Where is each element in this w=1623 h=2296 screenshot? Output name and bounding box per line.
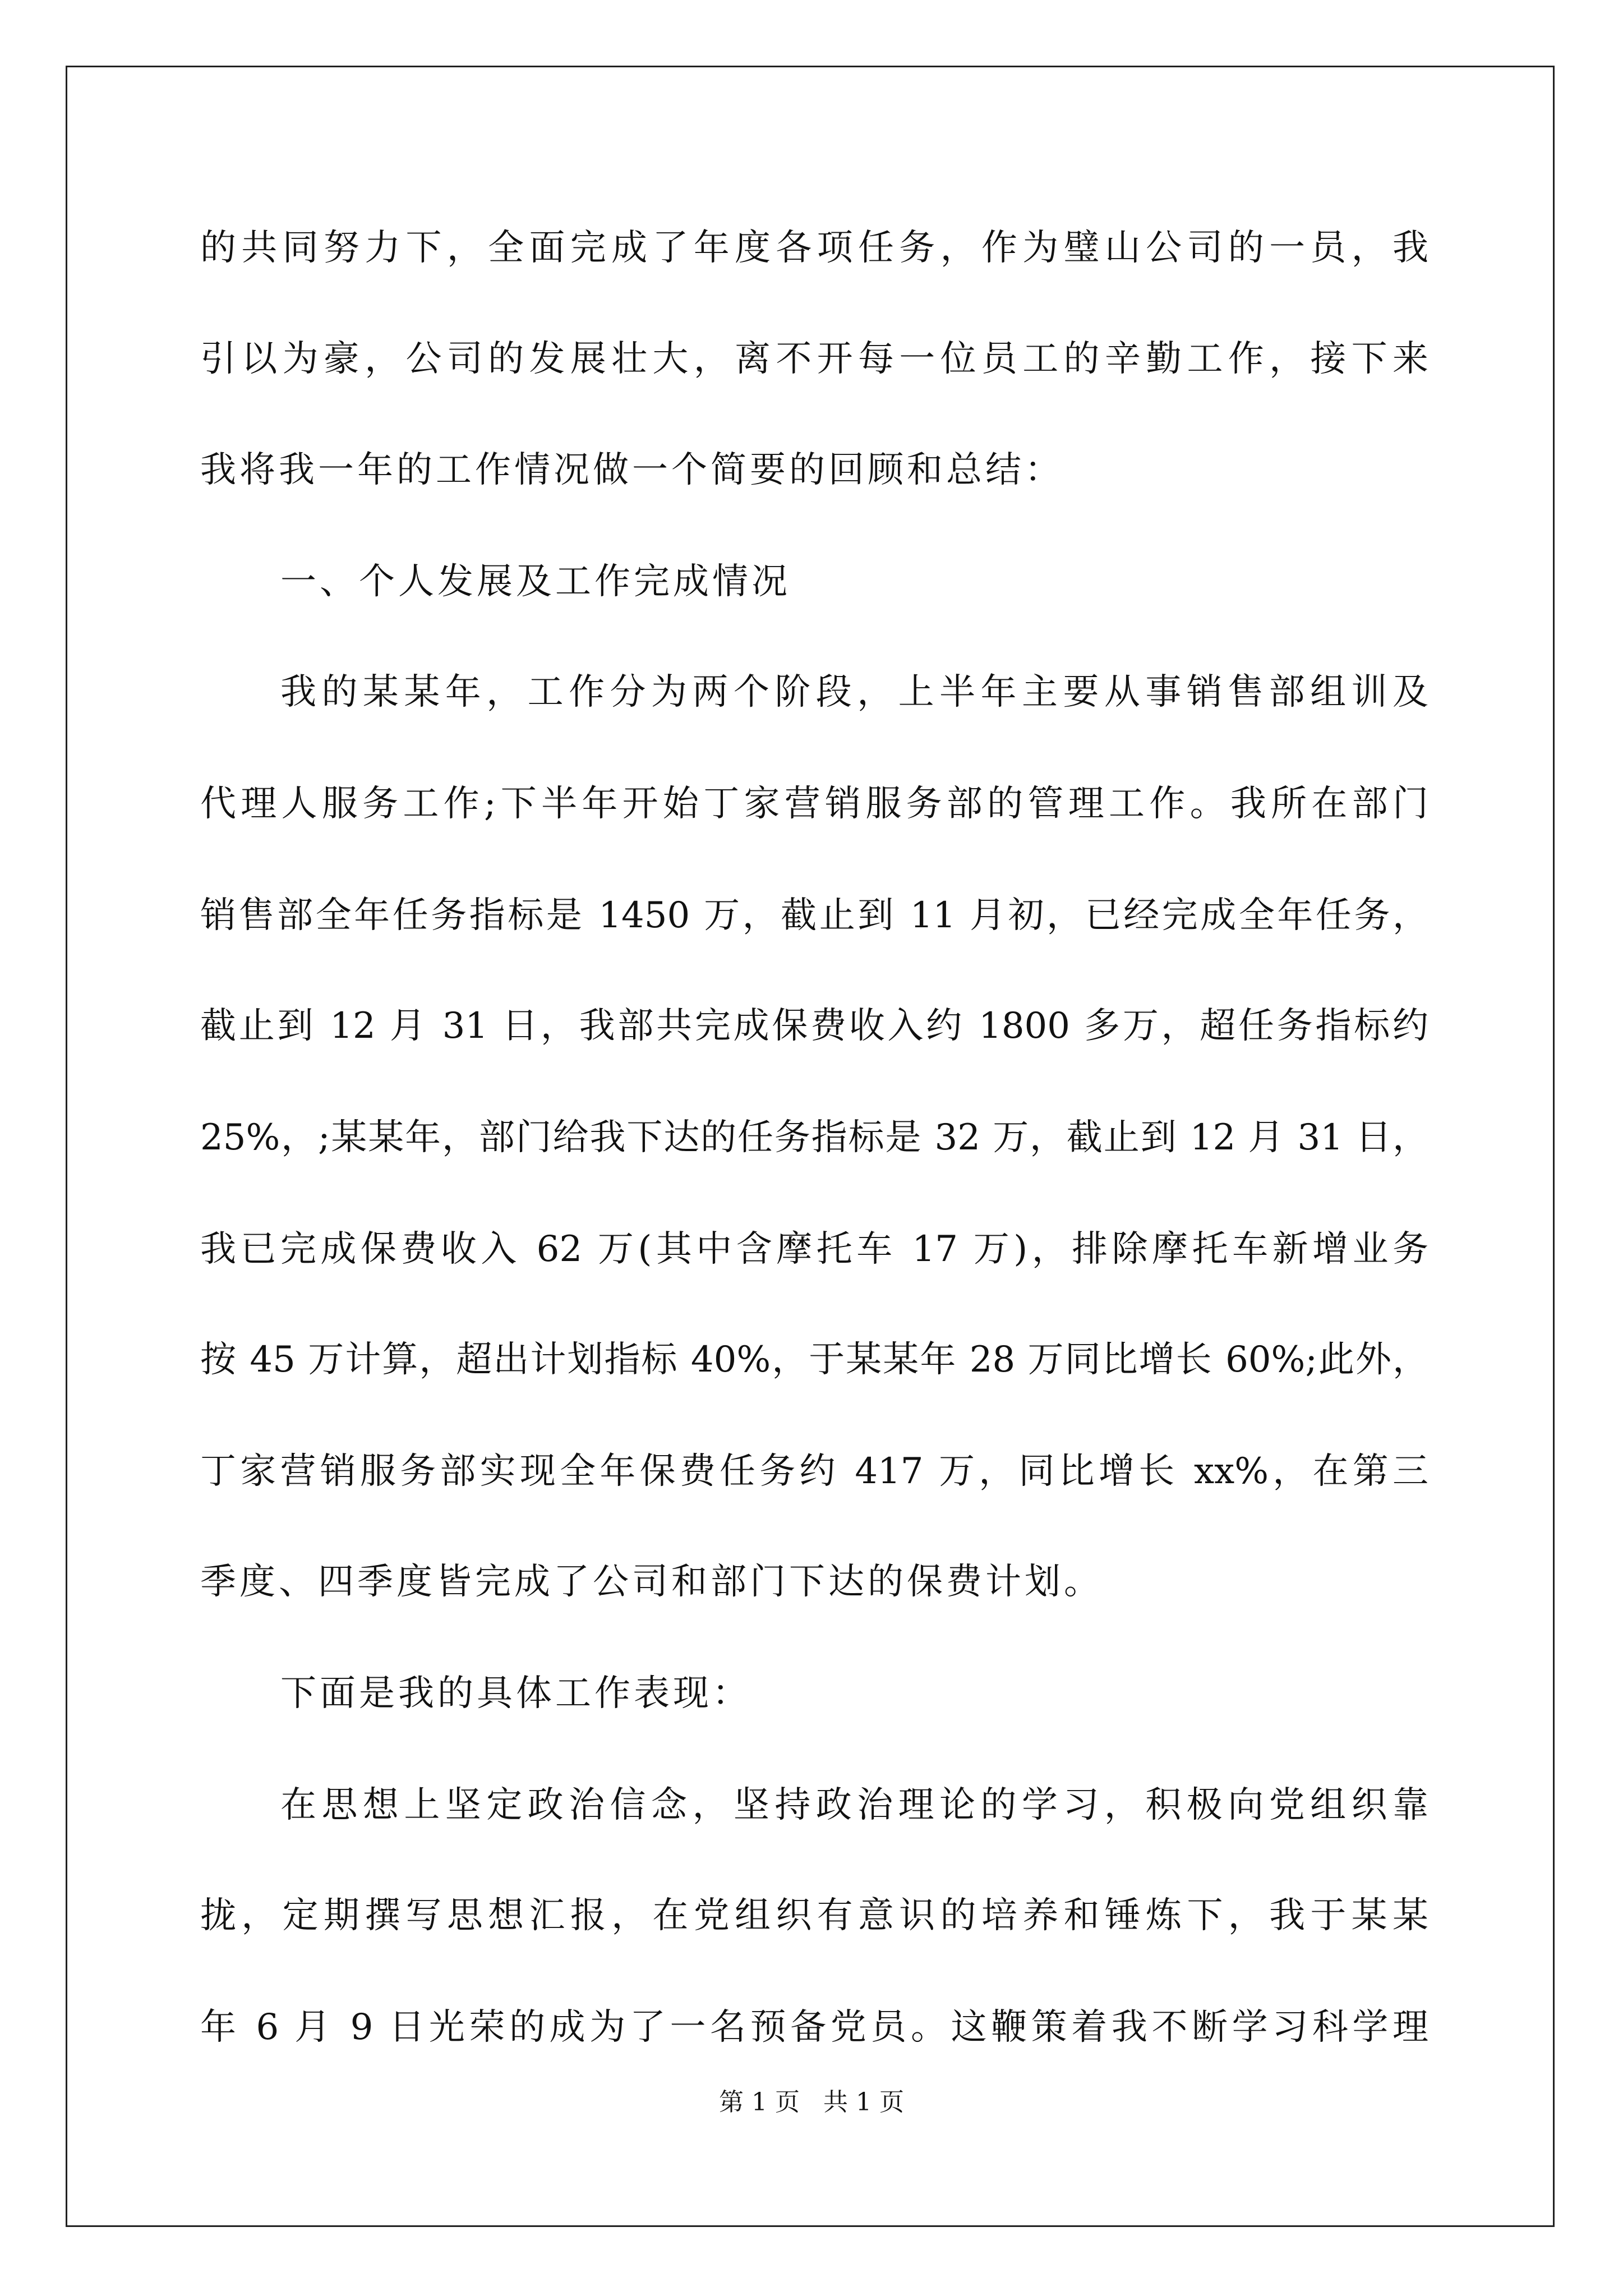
paragraph-line: 25%，;某某年，部门给我下达的任务指标是 32 万，截止到 12 月 31 日， [200,1117,1428,1158]
section-heading: 一、个人发展及工作完成情况 [280,561,791,602]
paragraph-line: 在思想上坚定政治信念，坚持政治理论的学习，积极向党组织靠 [280,1784,1428,1826]
paragraph-line: 按 45 万计算，超出计划指标 40%，于某某年 28 万同比增长 60%;此外， [200,1339,1428,1381]
paragraph-line: 我将我一年的工作情况做一个简要的回顾和总结： [200,449,1064,491]
paragraph-line: 代理人服务工作;下半年开始丁家营销服务部的管理工作。我所在部门 [200,783,1428,825]
paragraph-line: 年 6 月 9 日光荣的成为了一名预备党员。这鞭策着我不断学习科学理 [200,2007,1428,2048]
paragraph-line: 的共同努力下，全面完成了年度各项任务，作为璧山公司的一员，我 [200,227,1428,269]
paragraph-line: 丁家营销服务部实现全年保费任务约 417 万，同比增长 xx%，在第三 [200,1451,1428,1492]
paragraph-line: 销售部全年任务指标是 1450 万，截止到 11 月初，已经完成全年任务， [200,895,1428,936]
paragraph-line: 引以为豪，公司的发展壮大，离不开每一位员工的辛勤工作，接下来 [200,338,1428,380]
paragraph-line: 我已完成保费收入 62 万(其中含摩托车 17 万)，排除摩托车新增业务 [200,1228,1428,1270]
paragraph-line: 季度、四季度皆完成了公司和部门下达的保费计划。 [200,1561,1103,1603]
paragraph-line: 截止到 12 月 31 日，我部共完成保费收入约 1800 多万，超任务指标约 [200,1005,1428,1047]
paragraph-line: 拢，定期撰写思想汇报，在党组织有意识的培养和锤炼下，我于某某 [200,1895,1428,1936]
page-footer: 第 1 页 共 1 页 [719,2088,904,2116]
paragraph-line: 我的某某年，工作分为两个阶段，上半年主要从事销售部组训及 [280,671,1428,713]
paragraph-line: 下面是我的具体工作表现： [280,1673,751,1714]
